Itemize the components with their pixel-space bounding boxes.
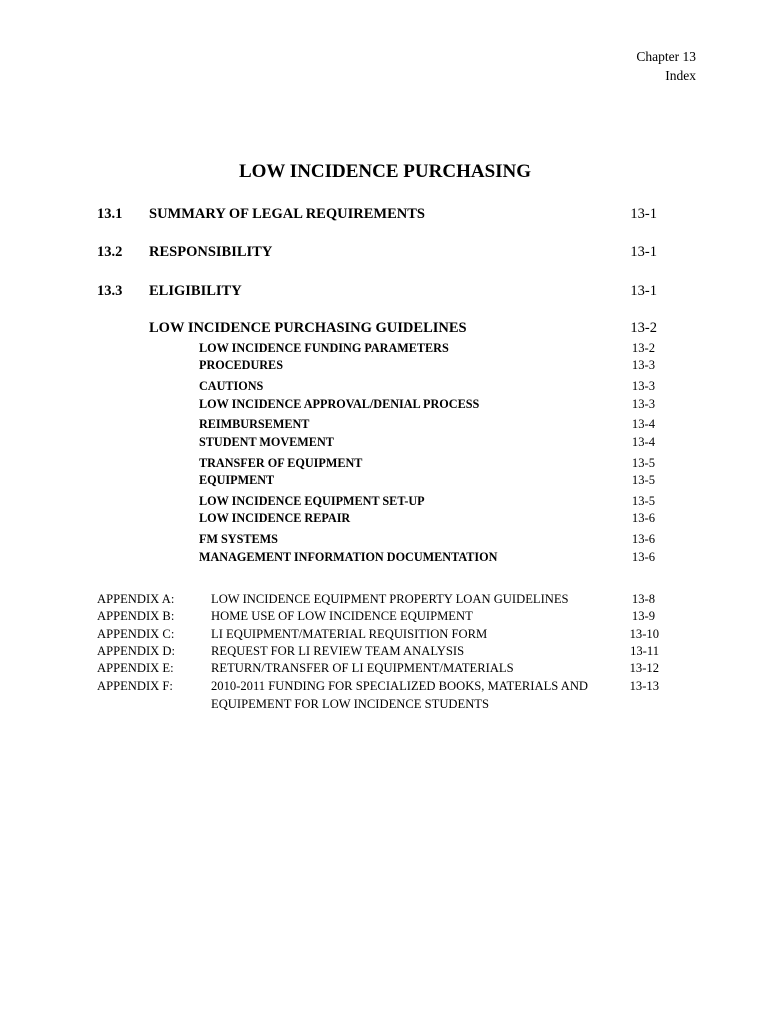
section-number: 13.3: [97, 283, 123, 299]
section-page: 13-1: [630, 244, 657, 260]
section-number: 13.1: [97, 206, 123, 222]
guidelines-title: LOW INCIDENCE PURCHASING GUIDELINES: [149, 320, 467, 336]
subitem-page: 13-4: [631, 435, 655, 449]
subitem-page: 13-3: [631, 358, 655, 372]
section-page: 13-1: [630, 206, 657, 222]
subitem-page: 13-3: [631, 379, 655, 393]
guidelines-page: 13-2: [630, 320, 657, 336]
subitem-page: 13-3: [631, 397, 655, 411]
index-label: Index: [665, 68, 696, 83]
appendix-page: 13-8: [631, 592, 655, 606]
section-title: ELIGIBILITY: [149, 283, 242, 299]
appendix-label: APPENDIX F:: [97, 679, 173, 693]
subitem-page: 13-6: [631, 511, 655, 525]
subitem-page: 13-6: [631, 532, 655, 546]
subitem-title: LOW INCIDENCE EQUIPMENT SET-UP: [199, 494, 425, 508]
appendix-page: 13-13: [629, 679, 659, 693]
appendix-title-continued: EQUIPEMENT FOR LOW INCIDENCE STUDENTS: [211, 697, 489, 711]
appendix-label: APPENDIX A:: [97, 592, 175, 606]
appendix-label: APPENDIX B:: [97, 609, 175, 623]
section-title: RESPONSIBILITY: [149, 244, 273, 260]
subitem-title: LOW INCIDENCE REPAIR: [199, 511, 351, 525]
subitem-title: PROCEDURES: [199, 358, 283, 372]
subitem-page: 13-2: [631, 341, 655, 355]
subitem-title: CAUTIONS: [199, 379, 264, 393]
appendix-label: APPENDIX C:: [97, 627, 175, 641]
appendix-title: 2010-2011 FUNDING FOR SPECIALIZED BOOKS, MATERIALS AND: [211, 679, 589, 693]
subitem-title: MANAGEMENT INFORMATION DOCUMENTATION: [199, 550, 498, 564]
page-title: LOW INCIDENCE PURCHASING: [238, 161, 532, 182]
appendix-title: LI EQUIPMENT/MATERIAL REQUISITION FORM: [211, 627, 488, 641]
appendix-title: LOW INCIDENCE EQUIPMENT PROPERTY LOAN GUIDELINES: [211, 592, 569, 606]
section-page: 13-1: [630, 283, 657, 299]
subitem-page: 13-5: [631, 494, 655, 508]
chapter-label: Chapter 13: [636, 49, 696, 64]
subitem-page: 13-5: [631, 456, 655, 470]
subitem-page: 13-4: [631, 417, 655, 431]
appendix-label: APPENDIX D:: [97, 644, 176, 658]
appendix-title: RETURN/TRANSFER OF LI EQUIPMENT/MATERIALS: [211, 661, 514, 675]
appendix-label: APPENDIX E:: [97, 661, 174, 675]
subitem-title: LOW INCIDENCE APPROVAL/DENIAL PROCESS: [199, 397, 480, 411]
subitem-title: STUDENT MOVEMENT: [199, 435, 334, 449]
appendix-page: 13-12: [629, 661, 659, 675]
subitem-title: REIMBURSEMENT: [199, 417, 310, 431]
appendix-page: 13-11: [630, 644, 659, 658]
subitem-title: EQUIPMENT: [199, 473, 275, 487]
subitem-title: FM SYSTEMS: [199, 532, 278, 546]
appendix-page: 13-10: [629, 627, 659, 641]
subitem-page: 13-5: [631, 473, 655, 487]
section-title: SUMMARY OF LEGAL REQUIREMENTS: [149, 206, 425, 222]
subitem-title: LOW INCIDENCE FUNDING PARAMETERS: [199, 341, 449, 355]
appendix-page: 13-9: [631, 609, 655, 623]
subitem-title: TRANSFER OF EQUIPMENT: [199, 456, 363, 470]
appendix-title: HOME USE OF LOW INCIDENCE EQUIPMENT: [211, 609, 473, 623]
appendix-title: REQUEST FOR LI REVIEW TEAM ANALYSIS: [211, 644, 465, 658]
subitem-page: 13-6: [631, 550, 655, 564]
section-number: 13.2: [97, 244, 123, 260]
